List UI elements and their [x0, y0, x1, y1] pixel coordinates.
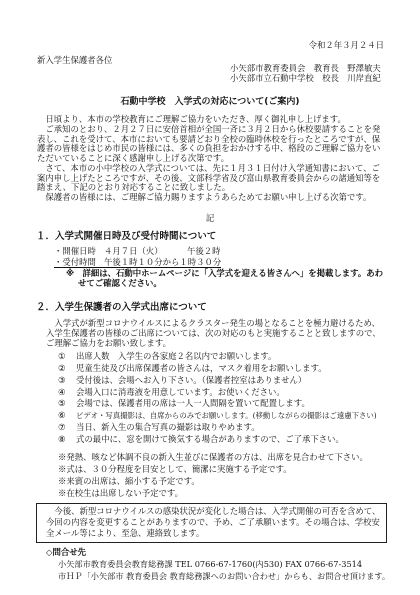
- item-number: ⑤: [58, 398, 66, 409]
- sender-line: 小矢部市教育委員会 教育長 野澤敏夫: [230, 64, 381, 73]
- list-item: [58, 387, 388, 399]
- contact-phone-line: 小矢部市教育委員会教育総務課 TEL 0766-67-1760(内530) FAX 0766-67-3514: [58, 559, 363, 569]
- list-item: [58, 422, 388, 434]
- sender-line: 小矢部市立石動中学校 校長 川岸直紀: [230, 72, 381, 83]
- underlined-reception-time: [54, 257, 221, 268]
- document-title: 石動中学校 入学式の対応について(ご案内): [120, 97, 300, 107]
- item-text: 会場入口に消毒液を用意しています。お使いください。: [76, 386, 285, 397]
- intro-paragraph: 日頃より、本市の学校教育にご理解ご協力をいただき、厚く御礼申し上げます。: [45, 114, 346, 124]
- item-number: ②: [58, 362, 66, 373]
- list-item: [58, 434, 388, 446]
- note-line: ※発熱、咳など体調不良の新入生並びに保護者の方は、出席を見合わせて下さい。: [58, 452, 368, 462]
- item-text: 出席人数 入学生の各家庭２名以内でお願いします。: [76, 351, 277, 361]
- item-number: ④: [58, 386, 66, 397]
- item-number: ①: [58, 351, 66, 361]
- note-line: ※式は、３０分程度を目安として、簡潔に実施する予定です。: [58, 464, 292, 474]
- list-item: [58, 363, 388, 375]
- homepage-note: ※ 詳細は、石動中ホームページに「入学式を迎える皆さんへ」を掲載します。あわせてご確認ください。: [66, 268, 384, 288]
- change-notice-box: 今後、新型コロナウイルスの感染状況が変化した場合は、入学式開催の可否を含めて、今回の内容を変更することがありますので、予め、ご了承願います。その場合は、学校安全メール等により、至急、連絡致します。: [36, 503, 387, 543]
- contact-heading: ◇問合せ先: [46, 547, 86, 557]
- schedule-list: [54, 246, 384, 268]
- schedule-value: 午後１時１０分から１時３０分: [104, 256, 222, 267]
- ki-marker: 記: [205, 213, 215, 223]
- item-number: ⑧: [58, 433, 66, 444]
- item-text: 受付後は、会場へお入り下さい。（保護者控室はありません）: [76, 374, 307, 385]
- item-text: 式の最中に、窓を開けて換気する場合がありますので、ご了承下さい。: [76, 433, 344, 444]
- schedule-label: ・受付時間: [54, 256, 96, 267]
- item-text: 児童生徒及び出席保護者の皆さんは，マスク着用をお願いします。: [76, 362, 327, 373]
- item-number: ③: [58, 374, 66, 385]
- note-line: ※在校生は出席しない予定です。: [58, 488, 183, 498]
- measure-list: [58, 351, 388, 446]
- section-heading-schedule: １．入学式開催日時及び受付時間について: [36, 231, 217, 242]
- intro-text: [37, 115, 385, 203]
- issue-date: 令和２年３月２４日: [308, 40, 384, 50]
- item-text: 会場では、保護者用の席は一人一人間隔を置いて配置します。: [76, 398, 310, 409]
- schedule-row-ceremony: [54, 246, 384, 257]
- list-item: [58, 351, 388, 363]
- list-item: [58, 375, 388, 387]
- item-text: ビデオ・写真撮影は、自席からのみでお願いします。(移動しながらの撮影はご遠慮下さい): [76, 411, 377, 421]
- item-number: ⑦: [58, 422, 66, 433]
- schedule-date: ４月７日（火）: [104, 245, 163, 256]
- intro-paragraph: ご承知のとおり、２月２７日に安倍首相が全国一斉に３月２日から休校要請することを発表し、これを受けて、本市においても要請どおり全校の臨時休校を行ったところですが、保護者の皆様をはじめ市民の皆様には、多くの負担をおかけする中、格段のご理解ご協力をいただいていることに深く感謝申し上げる次第です。: [37, 123, 381, 163]
- contact-web-line: 市ＨＰ「小矢部市 教育委員会 教育総務課へのお問い合わせ」からも、お問合せ頂けます。: [58, 571, 391, 581]
- sender-block: [230, 64, 400, 83]
- attendance-notes: [58, 451, 388, 499]
- intro-paragraph: さて、本市の小中学校の入学式については、先に１月３１日付け入学通知書において、ご案内申し上げたところですが、その後、文部科学省及び富山県教育委員会からの諸通知等を踏まえ、下記のとおり対応することに致しました。: [37, 162, 381, 193]
- schedule-time: 午後２時: [187, 245, 221, 256]
- list-item: [58, 410, 388, 422]
- section-heading-attendance: ２．入学生保護者の入学式出席について: [36, 302, 207, 313]
- schedule-label: ・開催日時: [54, 245, 96, 256]
- item-number: ⑥: [58, 410, 66, 421]
- schedule-row-reception: [54, 257, 384, 268]
- attendance-intro: 入学式が新型コロナウイルスによるクラスター発生の場となることを極力避けるため、入学生保護者の皆様のご出席については、次の対応のもと実施することと致しますので、ご理解ご協力をお願い致します。: [46, 318, 381, 348]
- addressee: 新入学生保護者各位: [37, 55, 113, 65]
- note-line: ※来賓の出席は、縮小する予定です。: [58, 476, 200, 486]
- contact-info: [58, 558, 398, 582]
- intro-paragraph: 保護者の皆様には、ご理解ご協力賜りますようあらためてお願い申し上げる次第です。: [45, 192, 372, 202]
- list-item: [58, 398, 388, 410]
- item-text: 当日、新入生の集合写真の撮影は取りやめます。: [76, 422, 260, 433]
